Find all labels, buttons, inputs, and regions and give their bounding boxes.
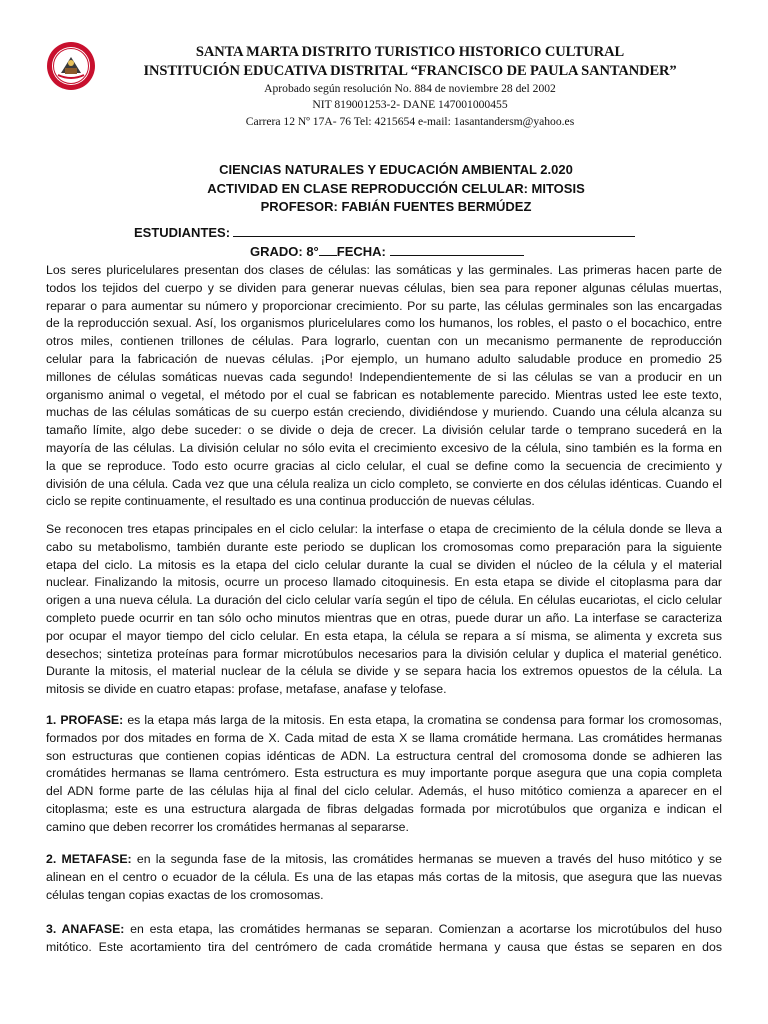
text-line: otros miles, contienen trillones de células. Para lograrlo, cuentan con un mecanismo permanente de reproducción bbox=[46, 334, 722, 349]
text-line: todos los tejidos del cuerpo y se dividen para generar nuevas células, bien sea para reponer algunas células muertas, bbox=[46, 280, 722, 295]
students-row bbox=[134, 225, 635, 240]
students-label: ESTUDIANTES: bbox=[134, 225, 231, 240]
text-line bbox=[46, 851, 722, 869]
text-line: completo puede ocurrir en tan sólo ocho minutos mientras que en otras, puede durar un año. La interfase se caracteriza bbox=[46, 610, 722, 625]
text-line: tamaño límite, algo debe suceder: o se divide o deja de crecer. La división celular tarde o temprano sucederá en la bbox=[46, 423, 722, 438]
paragraph-anafase bbox=[46, 921, 722, 957]
header-district: SANTA MARTA DISTRITO TURISTICO HISTORICO CULTURAL bbox=[195, 44, 625, 60]
text-line: Se reconocen tres etapas principales en el ciclo celular: la interfase o etapa de crecimiento de la célula donde se lleva a bbox=[46, 522, 722, 536]
text-line: por ocupar el mayor tiempo del ciclo celular. En esta etapa, la célula se repara a sí misma, se alimenta y excreta sus bbox=[46, 628, 722, 643]
text-line: millones de células somáticas nuevas cada segundo! Independientemente de si las células se van a producir en un bbox=[46, 369, 722, 384]
paragraph-metafase bbox=[46, 851, 722, 904]
text-line: son estructuras que contienen copias idénticas de ADN. La estructura central del cromosoma donde se adhieren las bbox=[46, 748, 722, 763]
grade-label: GRADO: 8° bbox=[250, 244, 319, 259]
anafase-heading: 3. ANAFASE: bbox=[46, 922, 125, 936]
text-line: división de una célula. Cada vez que una célula realiza un ciclo completo, se convierte en dos células idénticas. Cuando el bbox=[46, 476, 722, 491]
text-line: mitosis se divide en cuatro etapas: profase, metafase, anafase y telofase. bbox=[46, 682, 447, 697]
date-blank[interactable] bbox=[390, 244, 524, 256]
text-line: del ADN forme parte de las células hija al final del ciclo celular. Además, el huso mitótico comienza a aparecer en el bbox=[46, 784, 722, 799]
header-approval: Aprobado según resolución No. 884 de noviembre 28 del 2002 bbox=[264, 82, 556, 95]
text-line: mayoría de las células. La división celular no sólo evita el crecimiento excesivo de la célula, sino también es la forma en bbox=[46, 440, 722, 455]
header-address: Carrera 12 Nº 17A- 76 Tel: 4215654 e-mail: 1asantandersm@yahoo.es bbox=[245, 115, 575, 128]
text-line: organismo animal o vegetal, el método por el cual se fabrican es notablemente parecido. Mientras usted lee este texto, bbox=[46, 387, 722, 402]
text-line: etapa del ciclo. La mitosis es la etapa del ciclo celular durante la cual se dividen el núcleo de la célula y el material bbox=[46, 557, 722, 572]
text-line: reparar o para aumentar su número y proporcionar crecimiento. Por su parte, las células germinales son las encargadas bbox=[46, 298, 722, 313]
school-seal-logo bbox=[46, 41, 96, 91]
grade-date-row bbox=[250, 244, 524, 259]
profase-heading: 1. PROFASE: bbox=[46, 713, 124, 727]
metafase-heading: 2. METAFASE: bbox=[46, 852, 132, 866]
text-line: muchas de las células somáticas de su cuerpo están creciendo, dividiéndose y muriendo. Cuando una célula alcanza su bbox=[46, 405, 722, 420]
metafase-first-text: en la segunda fase de la mitosis, las cromátides hermanas se mueven a través del huso mitótico y se bbox=[131, 852, 722, 866]
text-line: cabo su metabolismo, también durante este periodo se duplican los cromosomas como preparación para la siguiente bbox=[46, 539, 722, 554]
text-line: células tengan copias exactas de los cromosomas. bbox=[46, 887, 324, 902]
text-line: alinean en el centro o ecuador de la célula. Es una de las etapas más cortas de la mitosis, que asegura que las nuevas bbox=[46, 869, 722, 884]
students-blank[interactable] bbox=[233, 225, 635, 237]
grade-blank[interactable] bbox=[319, 244, 337, 256]
text-line: celular para la fabricación de nuevas células. ¡Por ejemplo, un humano adulto saludable produce en promedio 25 bbox=[46, 351, 722, 366]
paragraph-cell-cycle bbox=[46, 521, 722, 699]
text-line bbox=[46, 712, 722, 730]
text-line: Durante la mitosis, el material nuclear de la célula se divide y se separa hacia los extremos opuestos de la célula. La bbox=[46, 664, 722, 679]
text-line: camino que deben recorrer los cromátides hermanas al separarse. bbox=[46, 819, 409, 834]
paragraph-profase bbox=[46, 712, 722, 837]
activity-title: ACTIVIDAD EN CLASE REPRODUCCIÓN CELULAR: MITOSIS bbox=[207, 181, 585, 196]
text-line: desechos; sintetiza proteínas para formar microtúbulos necesarios para la división celular y duplica el material genético. bbox=[46, 646, 722, 661]
anafase-first-text: en esta etapa, las cromátides hermanas se separan. Comienzan a acortarse los microtúbulos del huso bbox=[124, 922, 722, 936]
text-line: formados por dos mitades en forma de X. Cada mitad de esta X se llama cromátide hermana. Las cromátides hermanas bbox=[46, 730, 722, 745]
text-line: citoplasma; este es una estructura alargada de fibras delgadas formada por microtúbulos que organiza e indican el bbox=[46, 801, 722, 816]
date-label: FECHA: bbox=[336, 244, 386, 259]
text-line bbox=[46, 921, 722, 939]
text-line: mitótico. Este acortamiento tira del centrómero de cada cromátide hermana y causa que éstas se separen en dos bbox=[46, 939, 722, 954]
text-line: cromátides hermanas se llama centrómero. Esta estructura es muy importante porque asegura que una copia completa bbox=[46, 766, 722, 781]
text-line: la que se reproduce. Todo esto ocurre gracias al ciclo celular, el cual se define como la secuencia de crecimiento y bbox=[46, 458, 722, 473]
header-nit: NIT 819001253-2- DANE 147001000455 bbox=[312, 98, 508, 111]
text-line: nuclear. Finalizando la mitosis, ocurre un proceso llamado citoquinesis. En esta etapa se divide el citoplasma para dar bbox=[46, 575, 722, 590]
text-line: origen a una nueva célula. La duración del ciclo celular varía según el tipo de célula. En células eucariotas, el ciclo celular bbox=[46, 593, 722, 608]
subject-title: CIENCIAS NATURALES Y EDUCACIÓN AMBIENTAL 2.020 bbox=[219, 162, 573, 177]
text-line: de la reproducción sexual. Así, los organismos pluricelulares como los humanos, los robles, el pasto o el bocachico, entre bbox=[46, 316, 722, 331]
text-line: Los seres pluricelulares presentan dos clases de células: las somáticas y las germinales. Las primeras hacen parte de bbox=[46, 263, 722, 277]
paragraph-intro bbox=[46, 262, 722, 511]
teacher-title: PROFESOR: FABIÁN FUENTES BERMÚDEZ bbox=[260, 199, 532, 214]
header-institution: INSTITUCIÓN EDUCATIVA DISTRITAL “FRANCISCO DE PAULA SANTANDER” bbox=[143, 63, 677, 79]
profase-first-text: es la etapa más larga de la mitosis. En esta etapa, la cromatina se condensa para formar los cromosomas, bbox=[123, 713, 722, 727]
text-line: ciclo se repite continuamente, el resultado es una continua producción de nuevas células. bbox=[46, 494, 535, 509]
